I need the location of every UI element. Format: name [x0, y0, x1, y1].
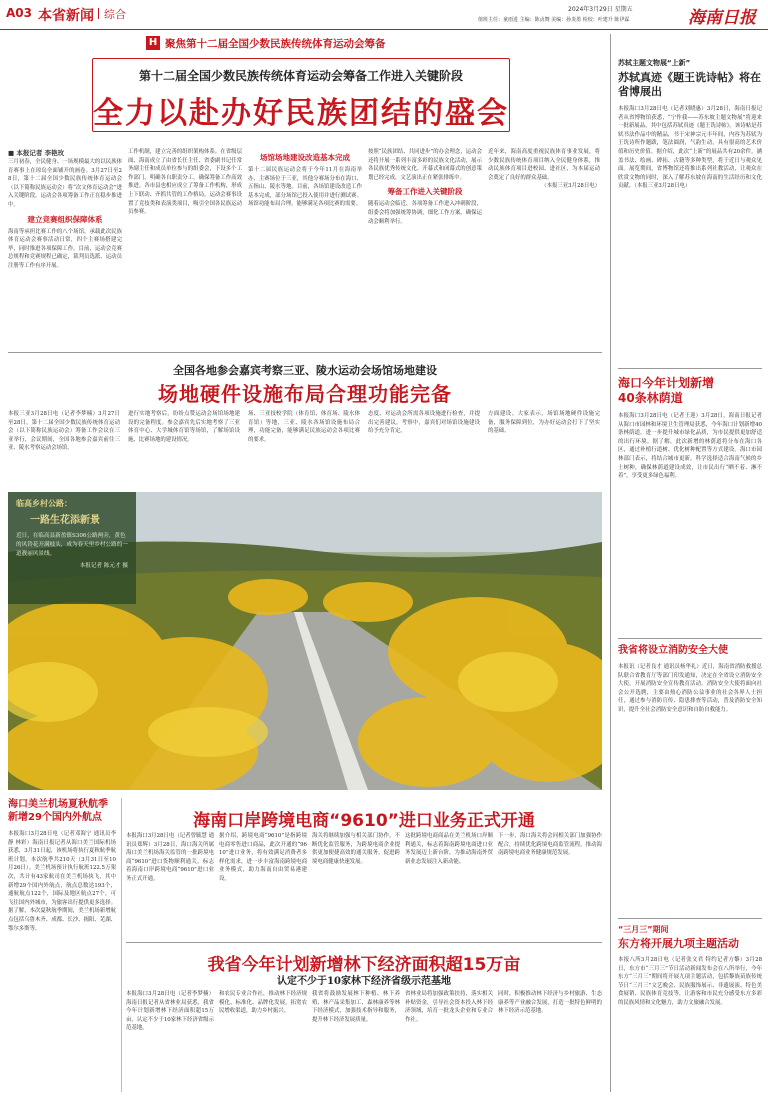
ecommerce-paragraph: 海关将继续加强与相关部门协作，不断优化监管服务，为跨境电商企业提供更加便捷高效的通关服务，促进跨境电商健康快速发展。	[312, 833, 400, 865]
photo-credit: 本报记者 陈元才 摄	[79, 563, 128, 569]
column-divider	[121, 798, 122, 1092]
banner-logo-icon: H	[146, 36, 160, 50]
forest-col-5	[498, 990, 602, 1092]
lead-subhead: 筹备工作进入关键阶段	[387, 187, 463, 197]
airport-headline: 海口美兰机场夏秋航季新增29个国内外航点	[8, 799, 108, 823]
photo-caption-box	[8, 492, 136, 604]
editors-line: 值班主任：童雨进 主编：陈贞舞 美编：孙炎墨 检校：叶建升 陈伊霖	[478, 17, 630, 23]
lead-paragraph: 随着运动会临近，各项筹备工作进入冲刺阶段，组委会将加强统筹协调，细化工作方案，确保运动会顺利举行。	[368, 201, 482, 225]
issue-date: 2024年3月29日 星期五	[568, 6, 633, 13]
airport-paragraph: 本报海口3月28日电（记者邓海宁 通讯员李静 林彩）海南日报记者从海口美兰国际机场获悉，3月31日起，该机场将执行夏秋航季航班计划，本次航季共210天（3月31日至10月26日）。美兰机场预计执行航班122.5万架次，共计有43家航司在美兰机场执飞，其中新增29个国内外航点，航点总数达193个，通航航点122个，国际及地区航点27个，可飞往国内外城市，为旅客出行提供更多选择。据了解，本次夏秋航季期间，美兰机场新增航点包括乌鲁木齐、成都、长沙、揭阳、芜湖、鄂尔多斯等。	[8, 831, 116, 932]
venues-paragraph: 方面建设。大家表示，场馆场地硬件设施完备，服务保障到位，为办好运动会打下了坚实的基础。	[488, 411, 600, 435]
venues-headline: 场地硬件设施布局合理功能完备	[158, 382, 452, 406]
ecommerce-col-5	[498, 832, 602, 936]
forest-col-3	[312, 990, 400, 1092]
ecommerce-paragraph: 本报海口3月28日电（记者曾毓慧 通讯员郑辉）3月28日，海口海关所属海口美兰机场海关监管的一批跨境电商“9610”进口货物顺利通关，标志着海南口岸跨境电商“9610”进口业务正式开通。	[126, 833, 214, 882]
divider	[126, 942, 602, 943]
page-number: A03	[6, 6, 32, 20]
venues-col-4	[368, 410, 480, 486]
forest-paragraph: 和农民专业合作社，推动林下经济规模化、标准化、品牌化发展，拓宽农民增收渠道，助力乡村振兴。	[219, 991, 307, 1015]
photo-kicker: 临高乡村公路：	[16, 499, 72, 508]
lead-col-1	[8, 158, 122, 346]
topic-banner-text: 聚焦第十二届全国少数民族传统体育运动会筹备	[165, 38, 386, 50]
lead-subhead: 场馆场地建设改造基本完成	[260, 153, 350, 162]
forest-col-2	[219, 990, 307, 1092]
forest-paragraph: 本报海口3月28日电（记者李梦楠）海南日报记者从省林业局获悉，我省今年计划新增林下经济面积超15万亩，认定不少于10家林下经济省级示范基地。	[126, 991, 214, 1032]
right-story-4	[618, 924, 762, 1091]
right-3-headline: 我省将设立消防安全大使	[618, 645, 728, 656]
venues-paragraph: 场、三亚技校学院（体育馆、体育场、陵水体育馆）等地，三亚、陵水各场馆设施布局合理，功能完备，能够满足民族运动会各项比赛的要求。	[248, 411, 360, 443]
right-4-body: 本报八所3月28日电（记者张文君 特约记者方黎）3月28日，东方市“三月三”节日活动新闻发布会在八所举行，今年东方“三月三”期间将开展九项主题活动，包括黎族苗族传统节日“三月三”文艺晚会、民族服饰展示、非遗展演、特色美食展销、民族体育竞技等，让游客和市民充分感受东方多彩的民族风情和文化魅力，助力文旅融合发展。	[618, 957, 762, 1006]
lead-col-4	[368, 148, 482, 346]
photo-caption: 近日，在临高县新盈镇S306公路两旁，黄色的风铃花开满枝头，成为春天里乡村公路的一道靓丽风景线。	[16, 533, 128, 557]
right-1-headline: 苏轼真迹《题王诜诗帖》将在省博展出	[618, 71, 761, 98]
venues-paragraph: 进行实地考察后，纷纷点赞运动会场馆场地建设的完备程度。参会嘉宾先后实地考察了三亚体育中心、大学城体育馆等场馆，了解场馆设施、比赛场地的建设情况。	[128, 411, 240, 443]
lead-paragraph: 近年来，海南高度重视民族体育事业发展，将少数民族传统体育项目纳入全民健身体系，推动民族体育项目进校园、进社区，为本届运动会奠定了良好的群众基础。	[488, 149, 600, 181]
lead-col-2	[128, 148, 242, 346]
forest-paragraph: 我省将鼓励发展林下种植、林下养殖、林产品采集加工、森林康养等林下经济模式，加强技术指导和服务，提升林下经济发展质量。	[312, 991, 400, 1023]
lead-paragraph: 三月初春，全民健身、一场规模最大的以民族体育赛事上在琼岛全面铺开的画卷。3月27日至28日，第十二届全国少数民族传统体育运动会（以下简称民族运动会）将“次文体育运动会”进入关键阶段，运动会各项筹备工作正在稳步推进中。	[8, 159, 122, 208]
venues-col-1	[8, 410, 120, 486]
forest-paragraph: 省林业局将加强政策扶持，落实相关补贴资金，引导社会资本投入林下经济领域，培育一批龙头企业和专业合作社。	[405, 991, 493, 1023]
section-title: 本省新闻	[38, 8, 94, 24]
ecommerce-paragraph: 下一步，海口海关将会同相关部门加强协作配合，持续优化跨境电商监管流程，推动海南跨境电商业务健康规范发展。	[498, 833, 602, 857]
forest-kicker: 认定不少于10家林下经济省级示范基地	[277, 976, 451, 987]
lead-col-5	[488, 148, 600, 346]
forest-col-1	[126, 990, 214, 1092]
section-subtitle: 综合	[104, 8, 126, 21]
right-1-body: 本报海口3月28日电（记者刘晓惠）3月28日，海南日报记者从省博物馆获悉，“宁作我——苏东坡主题文物展”将迎来一批新展品，其中包括苏轼真迹《题王诜诗帖》。该诗帖是苏轼书法作品中的精品，书于宋神宗元丰年间，内容为苏轼为王诜诗所作题跋，笔法圆润，气韵生动，具有很高的艺术价值和历史价值。据介绍，此次“上新”的展品共有20余件，涵盖书法、绘画、碑拓、古籍等多种类型，将于近日与观众见面。展览期间，省博物馆还将推出系列社教活动，让观众在欣赏文物的同时，深入了解苏东坡在海南的生活经历和文化贡献。（本报三亚3月28日电）	[618, 106, 762, 190]
venues-col-5	[488, 410, 600, 486]
lead-headline: 全力以赴办好民族团结的盛会	[93, 96, 509, 131]
divider	[618, 368, 762, 369]
lead-subhead: 建立竞赛组织保障体系	[27, 214, 103, 224]
lead-dateline-end: （本报三亚3月28日电）	[541, 183, 600, 190]
ecommerce-col-1	[126, 832, 214, 936]
forest-headline: 我省今年计划新增林下经济面积超15万亩	[207, 955, 521, 975]
ecommerce-col-2	[219, 832, 307, 936]
lead-paragraph: 海南等承担比赛工作的八个场馆，承载此次民族体育运动会赛事活动日常，四个主赛场搭建完毕，同时推进各项保障工作。目前，运动会竞赛总规程和竞赛规程已确定，裁判员选派、运动员注册等工作有序开展。	[8, 228, 122, 269]
paper-logo: 海南日报	[688, 8, 756, 28]
ecommerce-col-3	[312, 832, 400, 936]
right-story-3	[618, 644, 762, 913]
divider	[8, 352, 602, 353]
masthead	[0, 0, 768, 30]
right-1-kicker: 苏轼主题文物展“上新”	[618, 59, 691, 67]
divider	[618, 918, 762, 919]
right-2-body: 本报海口3月28日电（记者王迎）3月28日，海南日报记者从海口市园林和环境卫生管理局获悉，今年海口计划新增40条林荫道，进一步提升城市绿化品质，为市民提供更加舒适的出行环境。据了解，此次新增的林荫道将分布在海口各区，通过补植行道树、优化树种配置等方式建设。海口市园林部门表示，将结合城市更新，科学选择适合海南气候的乡土树种，确保林荫道建设成效，让市民出行“晒不着、淋不着”，享受更多绿色福利。	[618, 413, 762, 480]
venues-col-2	[128, 410, 240, 486]
right-4-headline: 东方将开展九项主题活动	[618, 937, 739, 950]
ecommerce-paragraph: 这批跨境电商商品在美兰机场口岸顺利通关，标志着海南跨境电商进口业务发展迈上新台阶，为推动海南外贸新业态发展注入新动能。	[405, 833, 493, 865]
forest-paragraph: 同时，积极推动林下经济与乡村旅游、生态康养等产业融合发展，打造一批特色鲜明的林下经济示范基地。	[498, 991, 602, 1015]
divider	[618, 638, 762, 639]
venues-paragraph: 本报三亚3月28日电（记者李梦楠）3月27日至28日，第十二届全国少数民族传统体育运动会（以下简称民族运动会）筹备工作会议在三亚举行，会议期间，全国各地参会嘉宾前往三亚、陵水考察运动会场馆。	[8, 411, 120, 452]
lead-byline: ■ 本报记者 李艳玫	[8, 149, 65, 157]
right-story-1	[618, 58, 762, 355]
right-2-headline: 海口今年计划新增40条林荫道	[618, 376, 715, 405]
forest-col-4	[405, 990, 493, 1092]
right-story-2	[618, 376, 762, 634]
venues-paragraph: 态度，对运动会所需各项设施进行检查，并提出完善建议。考察中，嘉宾们对场馆设施建设给予充分肯定。	[368, 411, 480, 435]
news-photo	[8, 492, 602, 790]
right-4-kicker: “三月三”期间	[618, 925, 669, 934]
airport-body	[8, 830, 116, 1092]
ecommerce-headline: 海南口岸跨境电商“9610”进口业务正式开通	[193, 811, 535, 831]
ecommerce-paragraph: 据介绍，跨境电商“9610”是指跨境电商零售进口商品，此次开通的“9610”进口业务，将有效满足消费者多样化需求，进一步丰富海南跨境电商业务模式，助力海南自由贸易港建设。	[219, 833, 307, 882]
right-rail-divider	[610, 34, 611, 1092]
lead-kicker: 第十二届全国少数民族传统体育运动会筹备工作进入关键阶段	[138, 69, 463, 83]
right-3-body: 本报讯（记者良才 通讯员杨华礼）近日，海南省消防救援总队联合省教育厅等部门印发通知，决定在全省设立消防安全大使，开展消防安全宣传教育活动。消防安全大使将面向社会公开选聘，主要由热心消防公益事业的社会各界人士担任，通过参与消防宣传、隐患排查等活动，普及消防安全知识，提升全社会消防安全意识和自防自救能力。	[618, 664, 762, 713]
lead-col-3	[248, 148, 362, 346]
venues-col-3	[248, 410, 360, 486]
topic-banner	[146, 35, 456, 51]
lead-paragraph: 按照“民族团结、共同进步”的办会理念，运动会还将开展一系列丰富多彩的民族文化活动，展示各民族优秀传统文化。开幕式和闭幕式的创意策划已经完成，文艺演出正在紧张排练中。	[368, 149, 482, 181]
venues-kicker: 全国各地参会嘉宾考察三亚、陵水运动会场馆场地建设	[173, 364, 437, 377]
ecommerce-col-4	[405, 832, 493, 936]
lead-paragraph: 第十二届民族运动会将于今年11月在海南举办，主赛场位于三亚，其他分赛场分布在海口、五指山、陵水等地。目前，各场馆建设改造工作基本完成，部分场馆已投入使用并进行测试赛。场馆功能布局合理，能够满足各项比赛的需要。	[248, 167, 362, 208]
lead-paragraph: 工作机制，建立完善的组织架构体系。在省级层面，海南成立了由省长任主任、省委副书记任常务副主任和成员单位参与的组委会，下设多个工作部门，明确各自职责分工，确保筹备工作高效推进。各市县也相应成立了筹备工作机构，形成上下联动、齐抓共管的工作格局。运动会赛事设置了竞技类和表演类项目，吸引全国各民族运动员参赛。	[128, 149, 242, 216]
photo-caption-title: 一路生花添新景	[30, 515, 100, 526]
